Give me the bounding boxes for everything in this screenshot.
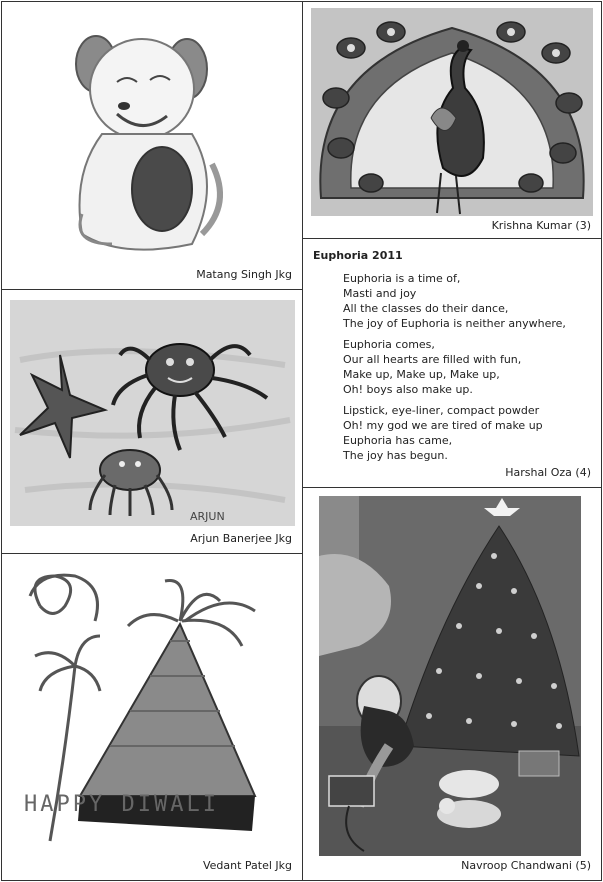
christmas-tree-drawing	[319, 496, 581, 856]
artwork-panel-sea-creatures	[1, 289, 303, 554]
banner-text: HAPPY DIWALI	[24, 792, 219, 817]
caption: Vedant Patel Jkg	[202, 859, 292, 872]
poem-stanza	[343, 403, 543, 463]
poem-author: Harshal Oza (4)	[505, 466, 591, 479]
poem-title: Euphoria 2011	[313, 249, 403, 262]
poem-line: The joy has begun.	[343, 449, 448, 462]
artwork-panel-diwali	[1, 553, 303, 881]
poem-line: Oh! my god we are tired of make up	[343, 419, 543, 432]
artwork-panel-peacock	[302, 1, 602, 239]
poem-panel	[302, 238, 602, 488]
poem-line: Make up, Make up, Make up,	[343, 368, 500, 381]
artwork-signature: ARJUN	[190, 510, 225, 523]
poem-stanza	[343, 271, 566, 331]
poem-line: Euphoria has came,	[343, 434, 453, 447]
poem-line: The joy of Euphoria is neither anywhere,	[343, 317, 566, 330]
poem-line: Our all hearts are filled with fun,	[343, 353, 522, 366]
poem-line: All the classes do their dance,	[343, 302, 509, 315]
peacock-drawing	[311, 8, 593, 216]
poem-line: Oh! boys also make up.	[343, 383, 473, 396]
artwork-panel-christmas-tree	[302, 487, 602, 881]
caption: Matang Singh Jkg	[196, 268, 292, 281]
puppy-drawing	[62, 14, 252, 259]
poem-line: Lipstick, eye-liner, compact powder	[343, 404, 540, 417]
caption: Navroop Chandwani (5)	[461, 859, 591, 872]
caption: Krishna Kumar (3)	[491, 219, 591, 232]
poem-line: Euphoria comes,	[343, 338, 435, 351]
caption: Arjun Banerjee Jkg	[190, 532, 292, 545]
poem-line: Euphoria is a time of,	[343, 272, 461, 285]
poem-stanza	[343, 337, 521, 397]
poem-line: Masti and joy	[343, 287, 417, 300]
sea-creatures-drawing	[10, 300, 295, 526]
artwork-panel-puppy	[1, 1, 303, 290]
